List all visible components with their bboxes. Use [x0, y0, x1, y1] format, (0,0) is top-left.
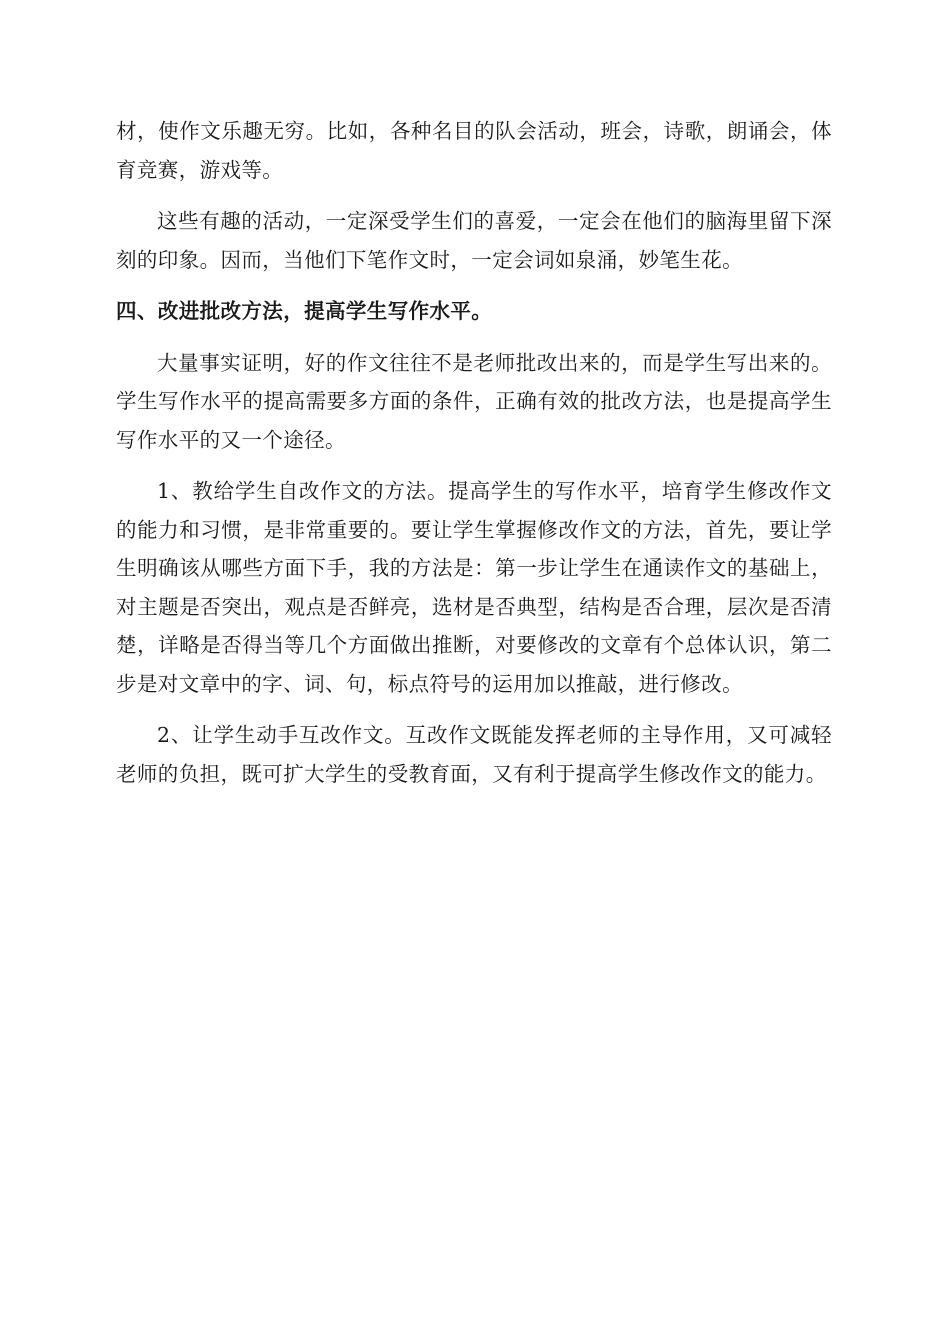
paragraph-self-correction: 1、教给学生自改作文的方法。提高学生的写作水平，培育学生修改作文的能力和习惯，是非常重要的。要让学生掌握修改作文的方法，首先，要让学生明确该从哪些方面下手，我的方法是：第一步让学生在通读作文的基础上，对主题是否突出，观点是否鲜亮，选材是否典型，结构是否合理，层次是否清楚，详略是否得当等几个方面做出推断，对要修改的文章有个总体认识，第二步是对文章中的字、词、句，标点符号的运用加以推敲，进行修改。 — [116, 479, 832, 696]
paragraph-continuation: 材，使作文乐趣无穷。比如，各种名目的队会活动，班会，诗歌，朗诵会，体育竞赛，游戏等。 — [116, 119, 832, 182]
paragraph-activities: 这些有趣的活动，一定深受学生们的喜爱，一定会在他们的脑海里留下深刻的印象。因而，当他们下笔作文时，一定会词如泉涌，妙笔生花。 — [116, 209, 832, 272]
paragraph-correction-intro: 大量事实证明，好的作文往往不是老师批改出来的，而是学生写出来的。学生写作水平的提高需要多方面的条件，正确有效的批改方法，也是提高学生写作水平的又一个途径。 — [116, 350, 832, 452]
document-page — [116, 112, 832, 806]
paragraph-peer-correction: 2、让学生动手互改作文。互改作文既能发挥老师的主导作用，又可减轻老师的负担，既可扩大学生的受教育面，又有利于提高学生修改作文的能力。 — [116, 723, 832, 786]
section-heading-4: 四、改进批改方法，提高学生写作水平。 — [116, 299, 493, 323]
